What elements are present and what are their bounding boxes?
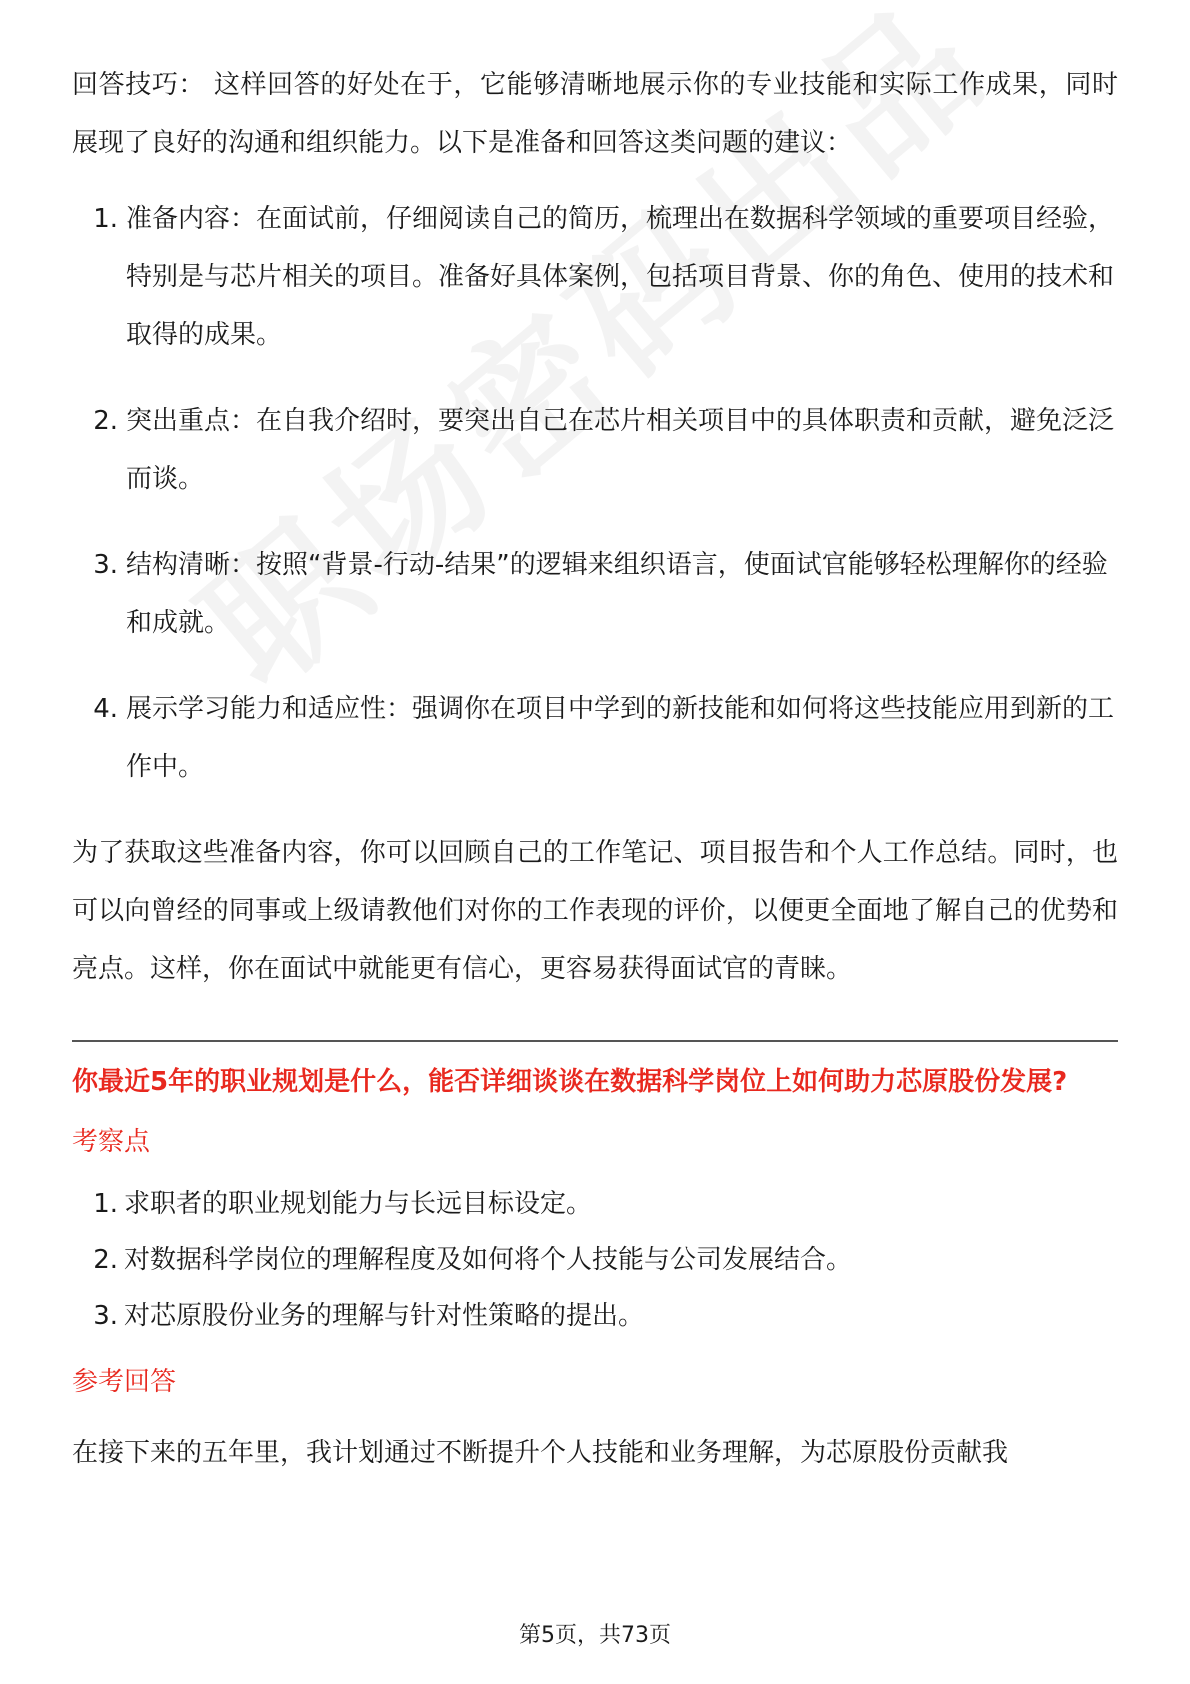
- exam-points-list: [72, 1176, 1118, 1344]
- suggestion-list: [72, 190, 1118, 796]
- list-number: 4.: [93, 694, 118, 724]
- list-text: 展示学习能力和适应性：强调你在项目中学到的新技能和如何将这些技能应用到新的工作中。: [126, 694, 1115, 782]
- reference-answer-heading: 参考回答: [72, 1367, 177, 1397]
- list-text: 结构清晰：按照“背景-行动-结果”的逻辑来组织语言，使面试官能够轻松理解你的经验和成就。: [126, 550, 1108, 638]
- list-item: [72, 190, 1118, 364]
- list-text: 突出重点：在自我介绍时，要突出自己在芯片相关项目中的具体职责和贡献，避免泛泛而谈。: [126, 406, 1115, 494]
- page-content: [72, 56, 1118, 1500]
- list-text: 准备内容：在面试前，仔细阅读自己的简历，梳理出在数据科学领域的重要项目经验，特别是与芯片相关的项目。准备好具体案例，包括项目背景、你的角色、使用的技术和取得的成果。: [126, 204, 1115, 350]
- section-divider: [72, 1040, 1118, 1042]
- list-number: 3.: [93, 1301, 118, 1331]
- list-item: [72, 1288, 1118, 1344]
- list-number: 3.: [93, 550, 118, 580]
- list-item: [72, 1176, 1118, 1232]
- list-text: 对芯原股份业务的理解与针对性策略的提出。: [124, 1301, 645, 1331]
- list-item: [72, 1232, 1118, 1288]
- list-text: 求职者的职业规划能力与长远目标设定。: [124, 1189, 593, 1219]
- answer-tips: 回答技巧： 这样回答的好处在于，它能够清晰地展示你的专业技能和实际工作成果，同时展现了良好的沟通和组织能力。以下是准备和回答这类问题的建议：: [72, 70, 1118, 158]
- list-number: 2.: [93, 406, 118, 436]
- list-item: [72, 536, 1118, 652]
- list-number: 2.: [93, 1245, 118, 1275]
- closing-paragraph: 为了获取这些准备内容，你可以回顾自己的工作笔记、项目报告和个人工作总结。同时，也可以向曾经的同事或上级请教他们对你的工作表现的评价，以便更全面地了解自己的优势和亮点。这样，你在面试中就能更有信心，更容易获得面试官的青睐。: [72, 838, 1118, 984]
- page-number: 第5页，共73页: [519, 1623, 671, 1648]
- reference-answer-text: 在接下来的五年里，我计划通过不断提升个人技能和业务理解，为芯原股份贡献我: [72, 1438, 1009, 1468]
- interview-question: 你最近5年的职业规划是什么，能否详细谈谈在数据科学岗位上如何助力芯原股份发展?: [72, 1067, 1068, 1097]
- list-text: 对数据科学岗位的理解程度及如何将个人技能与公司发展结合。: [124, 1245, 853, 1275]
- exam-points-heading: 考察点: [72, 1127, 151, 1157]
- list-item: [72, 680, 1118, 796]
- list-number: 1.: [93, 204, 118, 234]
- list-number: 1.: [93, 1189, 118, 1219]
- list-item: [72, 392, 1118, 508]
